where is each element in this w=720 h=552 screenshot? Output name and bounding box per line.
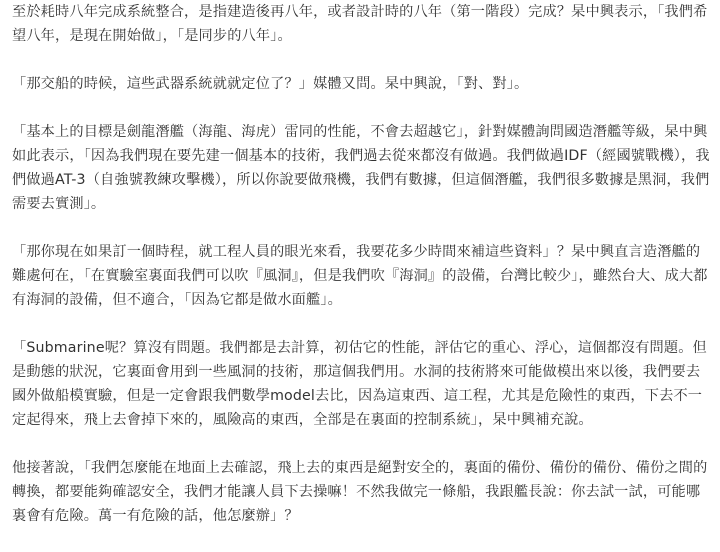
article-body (12, 0, 712, 552)
paragraph: 至於耗時八年完成系統整合，是指建造後再八年，或者設計時的八年（第一階段）完成？杲中興表示，「我們希望八年，是現在開始做」，「是同步的八年」。 (12, 4, 708, 44)
paragraph: 「那交船的時候，這些武器系統就就定位了？」媒體又問。杲中興說，「對、對」。 (12, 76, 529, 92)
paragraph: 「那你現在如果訂一個時程，就工程人員的眼光來看，我要花多少時間來補這些資料」？杲中興直言造潛艦的難處何在，「在實驗室裏面我們可以吹『風洞』，但是我們吹『海洞』的設備，台灣比較少」，雖然台大、成大都有海洞的設備，但不適合，「因為它都是做水面艦」。 (12, 244, 708, 308)
paragraph: 「Submarine呢？算沒有問題。我們都是去計算，初估它的性能，評估它的重心、浮心，這個都沒有問題。但是動態的狀況，它裏面會用到一些風洞的技術，那這個我們用。水洞的技術將來可能做模出來以後，我們要去國外做船模實驗，但是一定會跟我們數學model去比，因為這東西、這工程，尤其是危險性的東西，下去不一定起得來，飛上去會掉下來的，風險高的東西，全部是在裏面的控制系統」，杲中興補充說。 (12, 340, 707, 428)
paragraph: 他接著說，「我們怎麼能在地面上去確認，飛上去的東西是絕對安全的，裏面的備份、備份的備份、備份之間的轉換，都要能夠確認安全，我們才能讓人員下去操嘛！不然我做完一條船，我跟艦長說：你去試一試，可能哪裏會有危險。萬一有危險的話，他怎麼辦」？ (12, 460, 708, 524)
paragraph: 「基本上的目標是劍龍潛艦（海龍、海虎）雷同的性能，不會去超越它」，針對媒體詢問國造潛艦等級，杲中興如此表示，「因為我們現在要先建一個基本的技術，我們過去從來都沒有做過。我們做過IDF（經國號戰機），我們做過AT-3（自強號教練攻擊機），所以你說要做飛機，我們有數據，但這個潛艦，我們很多數據是黑洞，我們需要去實測」。 (12, 124, 710, 212)
